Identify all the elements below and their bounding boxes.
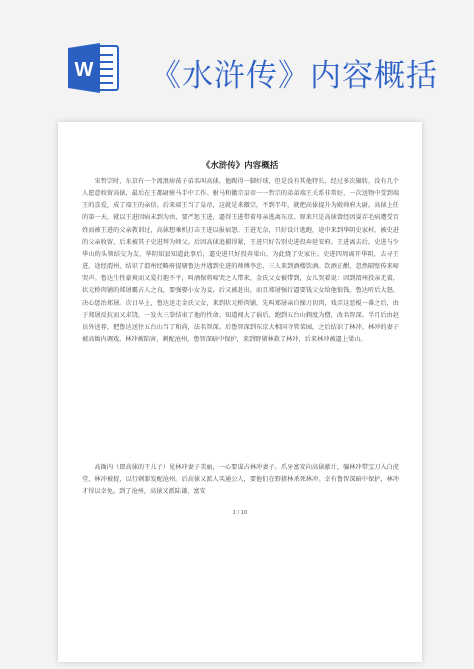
document-title: 《水浒传》内容概括 (201, 161, 279, 171)
banner-title: 《水浒传》内容概括 (150, 58, 438, 94)
document-page (58, 122, 422, 662)
banner-header (0, 0, 474, 118)
word-document-icon (66, 40, 120, 96)
page-number: 1 / 10 (232, 510, 248, 516)
body-paragraph-1: 宋哲宗时，东京有一个流浪痞荡子弟名叫高俅，他踢得一脚好球，但是没有其他特长，经过多次辗转，没有几个人愿意收留高俅，最后在王都尉驸马手中工作。驸马和徽宗皇帝一一哲宗的弟弟端王关系非常好，一次送物中受到端王的喜爱，成了端王的亲信。后来端王当了皇帝，这就是来徽宗，不到半年，就把高俅提升为殿帅府大尉。高俅上任的第一天，就以王进因病未到为由，要严惩王进，逼得王进带着母亲逃离东京。原来只是高俅曾经因耍弄毛病遭受百姓而被王进的父亲教训过，高俅想乘机打击王进以报宿怨。王进无奈，只好设计逃跑，途中来到华阴史家村，被史进的父亲收留，后来被其子史进拜为师父。后因高俅追捕得紧，王进只好告别史进投奔延安府。王进离去后，史进与少华山的头领结交为友，华阴知县知道此事后，逼史进只好投奔梁山，为此烧了史家庄。史进四周离开华阴，去寻王进，途经渭州，结识了渭州经略府提辖鲁达并遇到史进的师傅李忠，三人来到酒楼饮酒。饮酒正酣，忽然隔壁传来啼哭声。鲁达生性豪爽而又爱打抱不平，叫酒保将啼哭之人带来，金氏父女被带到，女儿哭着说：因到渭州投亲无着，状元桥肉铺的郑屠霸占人之良，要强娶小女为妾，后又被赶出，而且郑屠强行逼要钱父女给他银钱。鲁达听后大怒，决心惩治郑屠。次日早上，鲁达送走金氏父女，来到状元桥肉铺，先叫郑屠亲自操刀切肉，戏弄这恶棍一番之后，由于郑屠反抗而又求饶，一发火三拳结束了他的性命。知道闯大了祸后，跑到五台山剃度为僧，改名智深。半月后由赵员外送荐，把鲁达送往五台山当了和尚，法名智深。后鲁智深到东京大相国寺管菜园，之后结识了林冲。林冲的妻子被高衙内调戏，林冲被陷害，刺配沧州，鲁智深暗中保护，来到野猪林救了林冲，后来林冲被逼上梁山。 (82, 178, 399, 344)
svg-text:W: W (74, 59, 94, 81)
body-paragraph-2: 高衙内（即高俅的干儿子）见林冲妻子美丽，一心要谋占林冲妻子。爪牙富安向高俅献计，骗林冲带宝刀入白虎堂，林冲被捉，以行刺罪发配沧州。后高俅又派人买通公人，要他们在野猪林杀死林冲。幸有鲁智深暗中保护，林冲才得以幸免。到了沧州，高俅又派陆谦、富安 (82, 464, 399, 496)
